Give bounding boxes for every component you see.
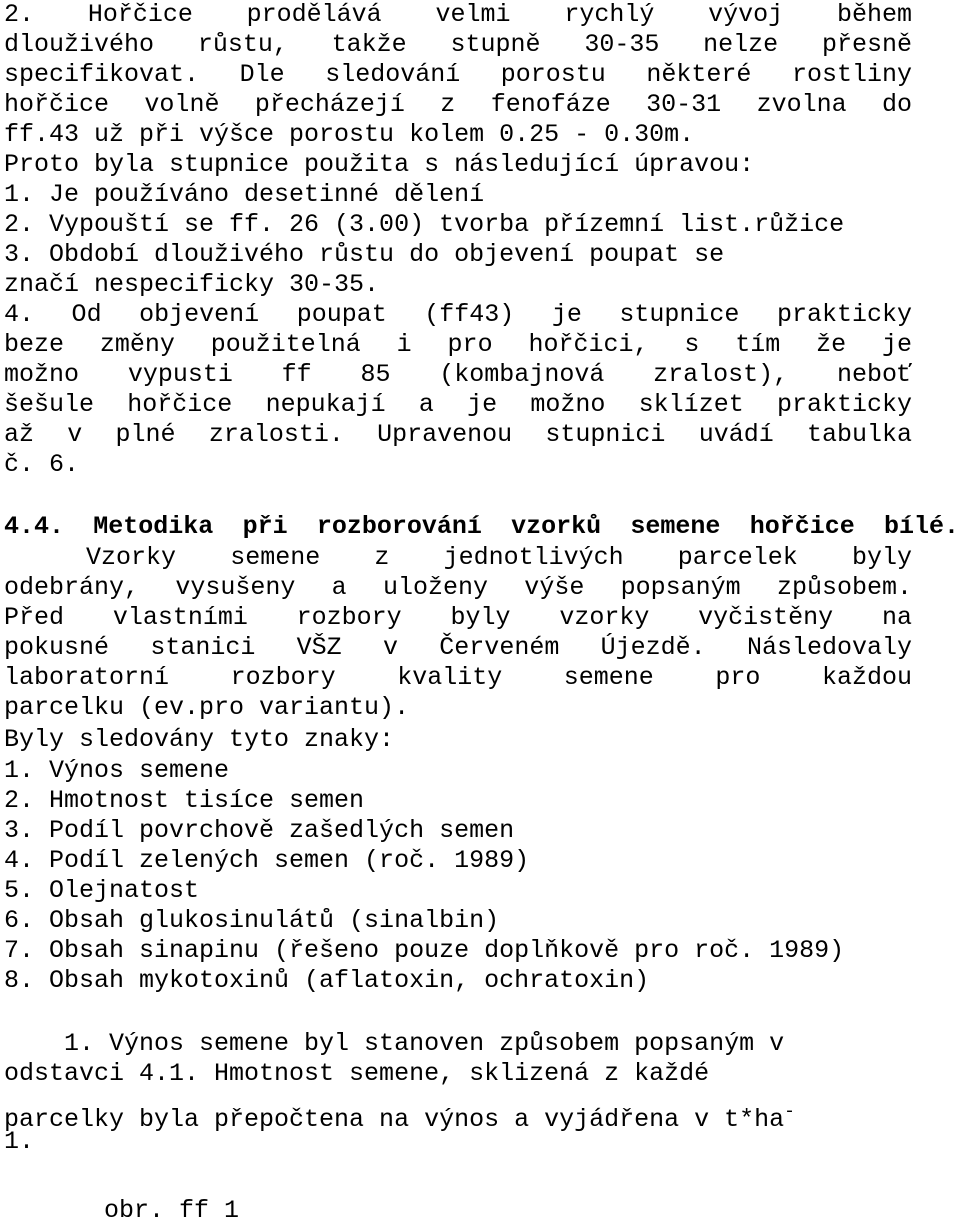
text-line: pokusné stanici VŠZ v Červeném Újezdě. Následovaly	[4, 633, 912, 662]
text-line: odstavci 4.1. Hmotnost semene, sklizená z každé	[4, 1059, 710, 1088]
list-item: 6. Obsah glukosinulátů (sinalbin)	[4, 906, 500, 935]
list-item: 2. Vypouští se ff. 26 (3.00) tvorba přízemní list.růžice	[4, 210, 845, 239]
text-line: 1.	[4, 1127, 35, 1156]
list-item: 4. Podíl zelených semen (roč. 1989)	[4, 846, 530, 875]
text-span: parcelky byla přepočtena na výnos a vyjádřena v t*ha	[4, 1105, 785, 1134]
list-item: 2. Hmotnost tisíce semen	[4, 786, 365, 815]
text-line: šešule hořčice nepukají a je možno sklízet prakticky	[4, 390, 912, 419]
text-line: parcelku (ev.pro variantu).	[4, 693, 410, 722]
text-line: specifikovat. Dle sledování porostu některé rostliny	[4, 60, 912, 89]
traits-intro: Byly sledovány tyto znaky:	[4, 725, 395, 754]
text-line: laboratorní rozbory kvality semene pro každou	[4, 663, 912, 692]
text-line: beze změny použitelná i pro hořčici, s tím že je	[4, 330, 912, 359]
text-line: Vzorky semene z jednotlivých parcelek byly	[86, 543, 912, 572]
text-line: až v plné zralosti. Upravenou stupnici uvádí tabulka	[4, 420, 912, 449]
text-line: značí nespecificky 30-35.	[4, 270, 380, 299]
list-item: 3. Období dlouživého růstu do objevení poupat se	[4, 240, 725, 269]
text-line: možno vypusti ff 85 (kombajnová zralost), neboť	[4, 360, 912, 389]
list-item: 3. Podíl povrchově zašedlých semen	[4, 816, 515, 845]
text-line	[4, 1097, 795, 1134]
text-line: 4. Od objevení poupat (ff43) je stupnice prakticky	[4, 300, 912, 329]
text-line: dlouživého růstu, takže stupně 30-35 nelze přesně	[4, 30, 912, 59]
superscript: -	[784, 1102, 795, 1122]
text-line: ff.43 už při výšce porostu kolem 0.25 - 0.30m.	[4, 120, 695, 149]
list-item: 8. Obsah mykotoxinů (aflatoxin, ochratoxin)	[4, 966, 650, 995]
list-item: 5. Olejnatost	[4, 876, 200, 905]
text-line: 2. Hořčice prodělává velmi rychlý vývoj během	[4, 0, 912, 29]
text-line: 1. Výnos semene byl stanoven způsobem popsaným v	[4, 1029, 785, 1058]
text-line: Před vlastními rozbory byly vzorky vyčistěny na	[4, 603, 912, 632]
list-item: 1. Je používáno desetinné dělení	[4, 180, 485, 209]
text-line: Proto byla stupnice použita s následující úpravou:	[4, 150, 755, 179]
section-heading: 4.4. Metodika při rozborování vzorků semene hořčice bílé.	[4, 512, 959, 541]
text-line: č. 6.	[4, 450, 80, 479]
figure-reference: obr. ff 1	[104, 1196, 240, 1225]
list-item: 1. Výnos semene	[4, 756, 230, 785]
text-line: odebrány, vysušeny a uloženy výše popsaným způsobem.	[4, 573, 912, 602]
text-line: hořčice volně přecházejí z fenofáze 30-31 zvolna do	[4, 90, 912, 119]
list-item: 7. Obsah sinapinu (řešeno pouze doplňkově pro roč. 1989)	[4, 936, 845, 965]
